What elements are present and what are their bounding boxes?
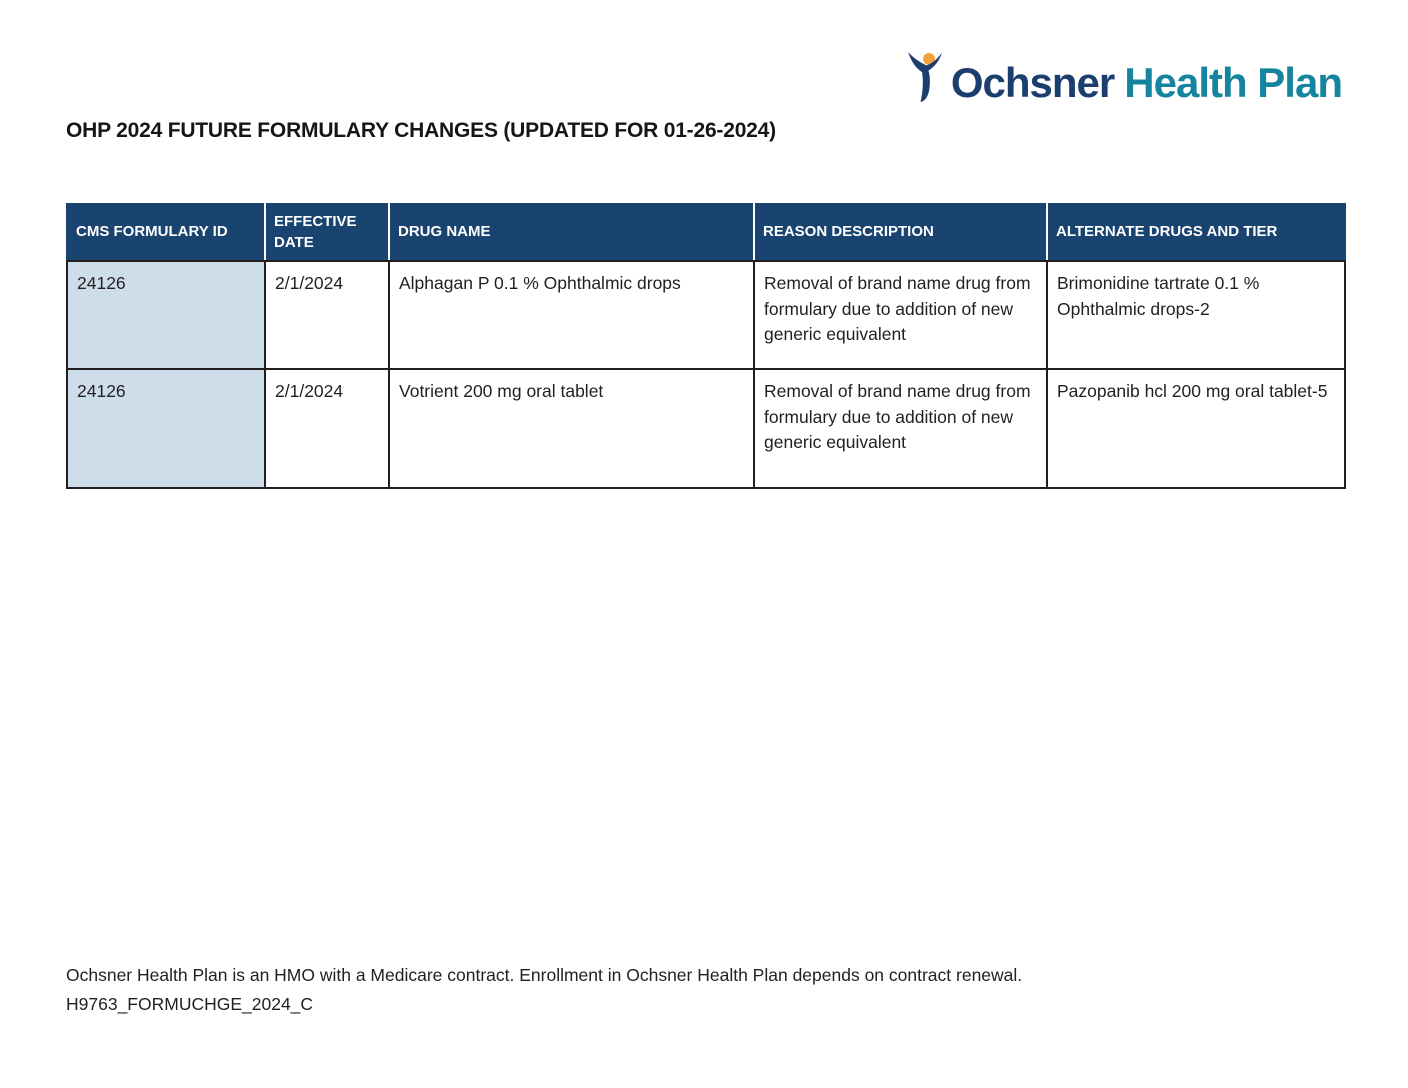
document-footer [66, 961, 1022, 1019]
cell-cms-formulary-id: 24126 [67, 261, 265, 369]
cell-alternate-drugs: Brimonidine tartrate 0.1 % Ophthalmic drops-2 [1047, 261, 1345, 369]
header-drug-name: DRUG NAME [389, 204, 754, 261]
cell-effective-date: 2/1/2024 [265, 261, 389, 369]
header-effective-date: EFFECTIVE DATE [265, 204, 389, 261]
ochsner-health-plan-logo [905, 50, 1342, 104]
table-row [67, 369, 1345, 488]
cell-effective-date: 2/1/2024 [265, 369, 389, 488]
cell-reason-description: Removal of brand name drug from formulary due to addition of new generic equivalent [754, 261, 1047, 369]
cell-reason-description: Removal of brand name drug from formulary due to addition of new generic equivalent [754, 369, 1047, 488]
cell-alternate-drugs: Pazopanib hcl 200 mg oral tablet-5 [1047, 369, 1345, 488]
header-cms-formulary-id: CMS FORMULARY ID [67, 204, 265, 261]
header-reason-description: REASON DESCRIPTION [754, 204, 1047, 261]
cell-drug-name: Alphagan P 0.1 % Ophthalmic drops [389, 261, 754, 369]
footer-disclaimer-text: Ochsner Health Plan is an HMO with a Medicare contract. Enrollment in Ochsner Health Plan depends on contract renewal. [66, 965, 1023, 985]
header-alternate-drugs-and-tier: ALTERNATE DRUGS AND TIER [1047, 204, 1345, 261]
page-title: OHP 2024 FUTURE FORMULARY CHANGES (UPDATED FOR 01-26-2024) [66, 119, 776, 142]
logo-brand-text: Ochsner [950, 59, 1115, 106]
logo-wordmark [950, 59, 1342, 106]
cell-cms-formulary-id: 24126 [67, 369, 265, 488]
person-figure-icon [905, 50, 945, 104]
logo-suffix-text: Health Plan [1124, 59, 1342, 106]
table-row [67, 261, 1345, 369]
table-header-row [67, 204, 1345, 261]
cell-drug-name: Votrient 200 mg oral tablet [389, 369, 754, 488]
footer-document-code: H9763_FORMUCHGE_2024_C [66, 994, 314, 1014]
formulary-changes-table [66, 203, 1346, 489]
